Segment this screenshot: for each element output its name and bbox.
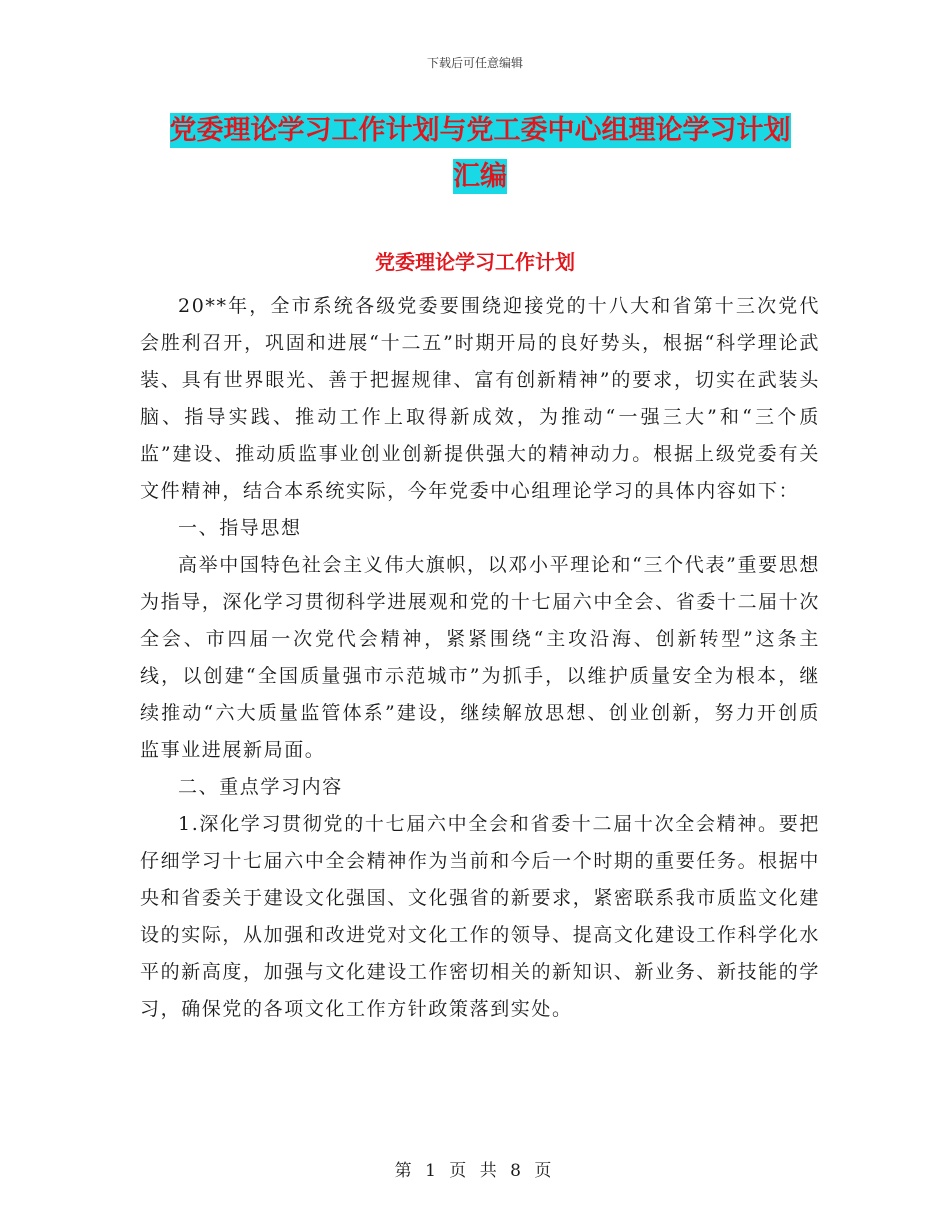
paragraph-key-content-1: 1.深化学习贯彻党的十七届六中全会和省委十二届十次全会精神。要把仔细学习十七届六中全会精神作为当前和今后一个时期的重要任务。根据中央和省委关于建设文化强国、文化强省的新要求，紧密联系我市质监文化建设的实际，从加强和改进党对文化工作的领导、提高文化建设工作科学化水平的新高度，加强与文化建设工作密切相关的新知识、新业务、新技能的学习，确保党的各项文化工作方针政策落到实处。 bbox=[140, 813, 820, 1020]
document-title-line-2: 汇编 bbox=[453, 161, 507, 192]
heading-guiding-ideology: 一、指导思想 bbox=[178, 517, 302, 539]
paragraph-guiding-ideology: 高举中国特色社会主义伟大旗帜，以邓小平理论和“三个代表”重要思想为指导，深化学习贯彻科学进展观和党的十七届六中全会、省委十二届十次全会、市四届一次党代会精神，紧紧围绕“主攻沿海、创新转型”这条主线，以创建“全国质量强市示范城市”为抓手，以维护质量安全为根本，继续推动“六大质量监管体系”建设，继续解放思想、创业创新，努力开创质监事业进展新局面。 bbox=[140, 554, 820, 761]
section-title: 党委理论学习工作计划 bbox=[375, 250, 575, 274]
page-number: 第 1 页 共 8 页 bbox=[394, 1161, 556, 1181]
body-text bbox=[140, 288, 820, 1028]
heading-key-content: 二、重点学习内容 bbox=[178, 776, 343, 798]
header-note: 下载后可任意编辑 bbox=[426, 56, 523, 70]
document-title-line-1: 党委理论学习工作计划与党工委中心组理论学习计划 bbox=[169, 115, 791, 146]
paragraph-intro: 20**年，全市系统各级党委要围绕迎接党的十八大和省第十三次党代会胜利召开，巩固和进展“十二五”时期开局的良好势头，根据“科学理论武装、具有世界眼光、善于把握规律、富有创新精神”的要求，切实在武装头脑、指导实践、推动工作上取得新成效，为推动“一强三大”和“三个质监”建设、推动质监事业创业创新提供强大的精神动力。根据上级党委有关文件精神，结合本系统实际，今年党委中心组理论学习的具体内容如下： bbox=[140, 295, 820, 502]
document-title bbox=[140, 108, 820, 200]
